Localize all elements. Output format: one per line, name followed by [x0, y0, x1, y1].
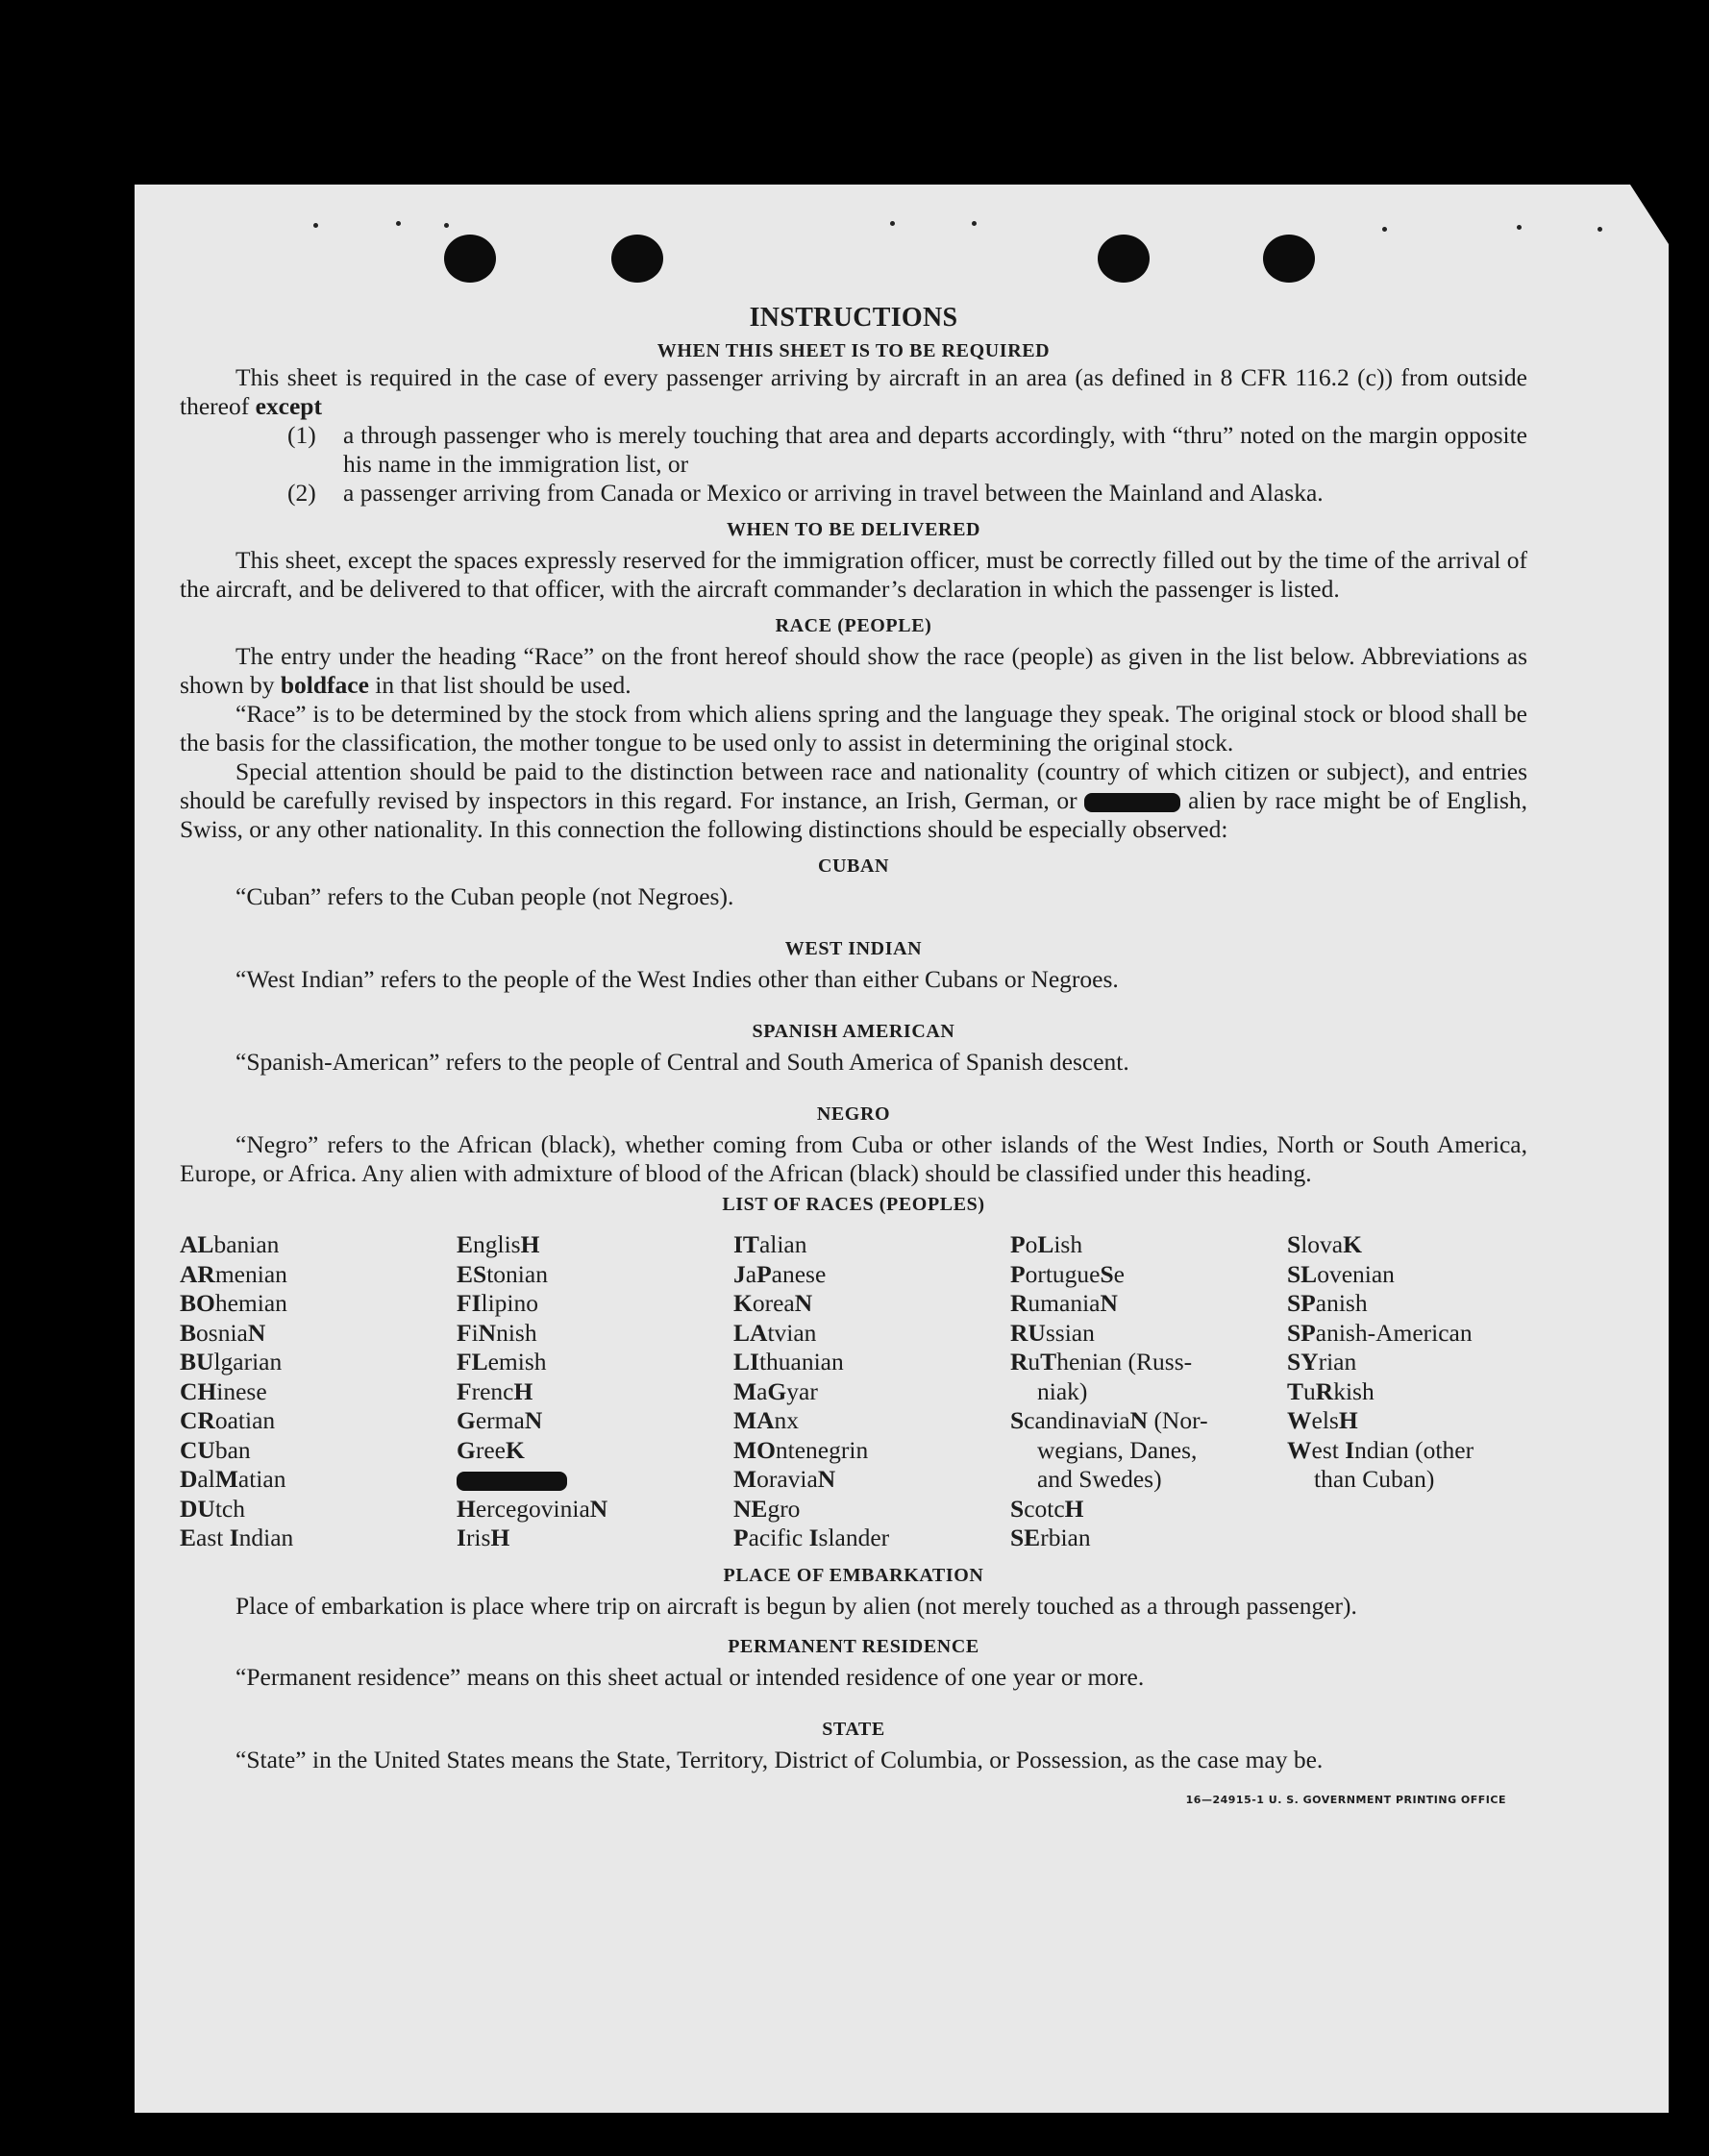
delivered-text: This sheet, except the spaces expressly reserved for the immigration officer, must be correctly filled out by the time of the arrival of the aircraft, and be delivered to that officer, with the aircraft commander’s declaration in which the passenger is listed. — [180, 546, 1527, 603]
race-entry: MaGyar — [733, 1376, 818, 1405]
race-entry: PoLish — [1010, 1230, 1083, 1258]
embarkation-text: Place of embarkation is place where trip on aircraft is begun by alien (not merely touched as a through passenger). — [235, 1591, 1357, 1620]
section-heading-embarkation: PLACE OF EMBARKATION — [723, 1564, 984, 1586]
race-column — [180, 1230, 457, 1553]
race-p1-a: The entry under the heading “Race” on the front hereof should show the race (people) as given in the list below. Abbreviations as shown by — [180, 642, 1527, 699]
item-number: (1) — [287, 421, 316, 449]
race-entry: GreeK — [457, 1435, 525, 1464]
redaction-mark — [457, 1472, 567, 1491]
section-heading-state: STATE — [822, 1718, 885, 1740]
race-entry: SlovaK — [1287, 1230, 1362, 1258]
race-entry: RuThenian (Russ- — [1010, 1348, 1193, 1375]
section-heading-residence: PERMANENT RESIDENCE — [728, 1635, 979, 1657]
race-entry: FIlipino — [457, 1289, 539, 1317]
race-entry: TuRkish — [1287, 1376, 1375, 1405]
race-entry: BOhemian — [180, 1289, 287, 1317]
race-entry: ScotcH — [1010, 1494, 1084, 1523]
required-intro — [180, 363, 1527, 421]
state-text: “State” in the United States means the State, Territory, District of Columbia, or Possession, as the case may be. — [235, 1745, 1324, 1773]
required-intro-bold: except — [255, 392, 322, 420]
race-entry: Pacific Islander — [733, 1524, 890, 1551]
required-item-2 — [287, 479, 1527, 508]
item-text: a through passenger who is merely touching that area and departs accordingly, with “thru” noted on the margin opposite his name in the immigration list, or — [343, 421, 1527, 478]
footer — [180, 1774, 1527, 1815]
race-list — [180, 1230, 1527, 1553]
cuban-text: “Cuban” refers to the Cuban people (not Negroes). — [235, 882, 734, 910]
race-entry: West Indian (other — [1287, 1435, 1474, 1464]
race-entry: PortugueSe — [1010, 1259, 1125, 1288]
residence-text: “Permanent residence” means on this sheet actual or intended residence of one year or more. — [235, 1662, 1145, 1691]
speck — [444, 223, 449, 228]
race-entry: HercegoviniaN — [457, 1494, 608, 1523]
punch-hole — [1098, 235, 1150, 283]
redaction-mark — [1084, 793, 1180, 812]
section-heading-delivered: WHEN TO BE DELIVERED — [726, 519, 981, 540]
race-entry: CRoatian — [180, 1406, 276, 1434]
race-entry: BUlgarian — [180, 1348, 283, 1375]
race-p1-bold: boldface — [280, 671, 369, 699]
punch-hole — [1263, 235, 1315, 283]
item-text: a passenger arriving from Canada or Mexico or arriving in travel between the Mainland and Alaska. — [343, 479, 1324, 507]
speck — [1598, 227, 1602, 232]
race-entry: EStonian — [457, 1259, 548, 1288]
race-entry: SPanish-American — [1287, 1318, 1473, 1347]
negro-text: “Negro” refers to the African (black), whether coming from Cuba or other islands of the West Indies, North or South America, Europe, or Africa. Any alien with admixture of blood of the African (black) should be classified under this heading. — [180, 1130, 1527, 1187]
race-entry: MOntenegrin — [733, 1435, 869, 1464]
section-heading-negro: NEGRO — [816, 1103, 891, 1125]
speck — [1382, 227, 1387, 232]
race-entry: than Cuban) — [1314, 1465, 1435, 1493]
section-heading-spanish-american: SPANISH AMERICAN — [752, 1021, 955, 1042]
race-entry: EnglisH — [457, 1230, 540, 1258]
race-entry: SYrian — [1287, 1348, 1357, 1375]
race-entry: JaPanese — [733, 1259, 827, 1288]
race-entry: wegians, Danes, — [1037, 1435, 1198, 1464]
speck — [1517, 225, 1522, 230]
race-entry: LIthuanian — [733, 1348, 844, 1375]
race-entry: RUssian — [1010, 1318, 1095, 1347]
race-p3-a: Special attention should be paid to the distinction between race and nationality (country of which citizen or subject), and entries should be carefully revised by inspectors in this regard. For instance, an Irish, German, or — [180, 757, 1527, 814]
item-number: (2) — [287, 479, 316, 507]
race-column — [457, 1230, 733, 1553]
section-heading-race: RACE (PEOPLE) — [775, 615, 932, 636]
punch-hole — [444, 235, 496, 283]
required-item-1 — [287, 421, 1527, 479]
race-entry: IrisH — [457, 1524, 510, 1551]
document-page — [135, 185, 1669, 2113]
race-paragraph-1 — [180, 642, 1527, 700]
race-entry: GermaN — [457, 1406, 543, 1434]
race-entry: SErbian — [1010, 1524, 1091, 1551]
race-entry: LAtvian — [733, 1318, 817, 1347]
race-entry: SLovenian — [1287, 1259, 1395, 1288]
speck — [313, 223, 318, 228]
instructions-body — [180, 302, 1527, 1815]
race-entry: NEgro — [733, 1494, 801, 1523]
speck — [972, 221, 977, 226]
race-entry: ARmenian — [180, 1259, 287, 1288]
race-entry: DalMatian — [180, 1465, 286, 1493]
speck — [890, 221, 895, 226]
page-title: INSTRUCTIONS — [749, 303, 958, 333]
section-heading-required: WHEN THIS SHEET IS TO BE REQUIRED — [656, 340, 1051, 361]
race-entry: ITalian — [733, 1230, 807, 1258]
section-heading-cuban: CUBAN — [817, 855, 890, 877]
section-heading-west-indian: WEST INDIAN — [784, 938, 923, 959]
race-column — [1010, 1230, 1287, 1553]
race-p3-b: alien by race might be of English, Swiss, or any other nationality. In this connection the following distinctions should be especially observed: — [180, 786, 1527, 843]
race-column — [733, 1230, 1010, 1553]
race-paragraph-2: “Race” is to be determined by the stock from which aliens spring and the language they speak. The original stock or blood shall be the basis for the classification, the mother tongue to be used only to assist in determining the original stock. — [180, 700, 1527, 756]
race-entry: KoreaN — [733, 1289, 813, 1317]
race-entry: CHinese — [180, 1376, 267, 1405]
spanish-american-text: “Spanish-American” refers to the people of Central and South America of Spanish descent. — [235, 1048, 1129, 1076]
race-entry: FLemish — [457, 1348, 547, 1375]
clipped-corner — [1630, 185, 1669, 244]
required-intro-text: This sheet is required in the case of every passenger arriving by aircraft in an area (as defined in 8 CFR 116.2 (c)) from outside thereof — [180, 363, 1527, 420]
race-paragraph-3 — [180, 757, 1527, 844]
race-entry: FrencH — [457, 1376, 533, 1405]
printing-office-imprint: 16—24915-1 U. S. GOVERNMENT PRINTING OFFICE — [1185, 1793, 1506, 1806]
race-entry: ScandinaviaN (Nor- — [1010, 1406, 1208, 1434]
section-heading-list-of-races: LIST OF RACES (PEOPLES) — [722, 1194, 985, 1215]
race-p1-b: in that list should be used. — [375, 671, 632, 699]
race-entry: SPanish — [1287, 1289, 1368, 1317]
race-entry: MoraviaN — [733, 1465, 836, 1493]
punch-hole — [611, 235, 663, 283]
west-indian-text: “West Indian” refers to the people of the West Indies other than either Cubans or Negroes. — [235, 965, 1119, 993]
race-entry: and Swedes) — [1037, 1465, 1162, 1493]
race-entry: RumaniaN — [1010, 1289, 1118, 1317]
race-entry: WelsH — [1287, 1406, 1358, 1434]
race-entry: MAnx — [733, 1406, 799, 1434]
race-entry: ALbanian — [180, 1230, 280, 1258]
race-entry — [457, 1465, 733, 1495]
race-entry: DUtch — [180, 1494, 245, 1523]
speck — [396, 221, 401, 226]
race-entry: BosniaN — [180, 1318, 266, 1347]
race-entry: CUban — [180, 1435, 251, 1464]
race-column — [1287, 1230, 1564, 1553]
race-entry: East Indian — [180, 1524, 294, 1551]
race-entry: FiNnish — [457, 1318, 537, 1347]
race-entry: niak) — [1037, 1376, 1088, 1405]
